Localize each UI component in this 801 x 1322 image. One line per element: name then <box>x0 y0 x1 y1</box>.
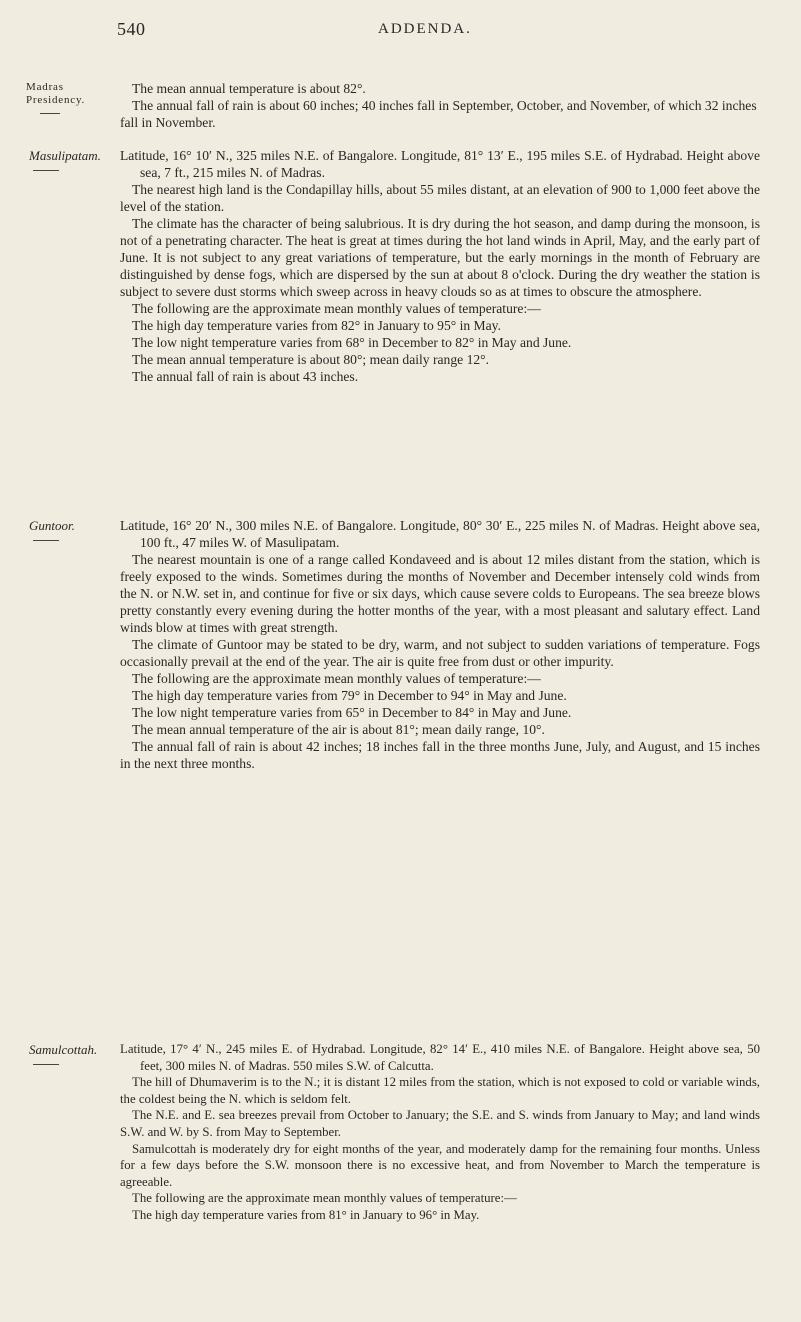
section-paragraph: Latitude, 16° 10′ N., 325 miles N.E. of Bangalore. Longitude, 81° 13′ E., 195 miles S.E. of Hydrabad. Height above sea, 7 ft., 215 miles N. of Madras. <box>120 148 760 180</box>
section-masulipatam <box>0 147 801 385</box>
margin-rule <box>33 170 59 171</box>
intro-paragraph: The annual fall of rain is about 60 inches; 40 inches fall in September, October, and November, of which 32 inches fall in November. <box>120 98 757 130</box>
section-paragraph: The following are the approximate mean monthly values of temperature:— <box>132 301 541 316</box>
section-paragraph: The nearest mountain is one of a range called Kondaveed and is about 12 miles distant from the station, which is freely exposed to the winds. Sometimes during the months of November and December intensely cold winds from the N. or N.W. set in, and continue for five or six days, which cause severe colds to Europeans. The sea breeze blows pretty constantly every evening during the hotter months of the year, with a most pleasant and salutary effect. Land winds blow at times with great strength. <box>120 552 760 635</box>
section-paragraph: The nearest high land is the Condapillay hills, about 55 miles distant, at an elevation of 900 to 1,000 feet above the level of the station. <box>120 182 760 214</box>
margin-rule <box>40 113 60 114</box>
section-paragraph: Latitude, 16° 20′ N., 300 miles N.E. of Bangalore. Longitude, 80° 30′ E., 225 miles N. of Madras. Height above sea, 100 ft., 47 miles W. of Masulipatam. <box>120 518 760 550</box>
running-head <box>0 19 801 45</box>
section-paragraph: The N.E. and E. sea breezes prevail from October to January; the S.E. and S. winds from January to May; and land winds S.W. and W. by S. from May to September. <box>120 1108 760 1139</box>
margin-presidency-line: Madras <box>26 81 64 93</box>
section-paragraph: The mean annual temperature is about 80°; mean daily range 12°. <box>132 352 490 367</box>
section-paragraph: The mean annual temperature of the air is about 81°; mean daily range, 10°. <box>132 722 545 737</box>
section-paragraph: Samulcottah is moderately dry for eight months of the year, and moderately damp for the remaining four months. Unless for a few days before the S.W. monsoon there is no excessive heat, and from November to March the temperature is agreeable. <box>120 1141 760 1189</box>
margin-rule <box>33 1064 59 1065</box>
intro-block <box>120 80 760 131</box>
section-paragraph: The high day temperature varies from 79° in December to 94° in May and June. <box>132 688 567 703</box>
section-paragraph: The climate has the character of being salubrious. It is dry during the hot season, and damp during the monsoon, is not of a penetrating character. The heat is great at times during the hot land winds in April, May, and the early part of June. It is not subject to any great variations of temperature, but the early mornings in the month of February are distinguished by dense fogs, which are dispersed by the sun at about 8 o'clock. During the dry weather the station is subject to severe dust storms which sweep across in heavy clouds so as at times to obscure the atmosphere. <box>120 216 760 299</box>
section-body <box>120 147 760 385</box>
page-number: 540 <box>117 19 146 39</box>
header-title: ADDENDA. <box>378 21 472 37</box>
section-body <box>120 517 760 772</box>
margin-presidency-line: Presidency. <box>26 94 86 106</box>
section-paragraph: The low night temperature varies from 68° in December to 82° in May and June. <box>132 335 572 350</box>
margin-presidency-note <box>26 81 85 114</box>
margin-rule <box>33 540 59 541</box>
section-paragraph: Latitude, 17° 4′ N., 245 miles E. of Hydrabad. Longitude, 82° 14′ E., 410 miles N.E. of Bangalore. Height above sea, 50 feet, 300 miles N. of Madras. 550 miles S.W. of Calcutta. <box>120 1042 760 1073</box>
section-margin-name: Samulcottah. <box>29 1042 98 1057</box>
section-paragraph: The annual fall of rain is about 42 inches; 18 inches fall in the three months June, July, and August, and 15 inches in the next three months. <box>120 739 760 771</box>
section-margin-name: Masulipatam. <box>29 148 101 163</box>
section-paragraph: The low night temperature varies from 65° in December to 84° in May and June. <box>132 705 572 720</box>
section-paragraph: The annual fall of rain is about 43 inches. <box>132 369 359 384</box>
section-samulcottah <box>0 1041 801 1224</box>
section-paragraph: The high day temperature varies from 81° in January to 96° in May. <box>132 1207 480 1222</box>
section-paragraph: The following are the approximate mean monthly values of temperature:— <box>132 1191 517 1206</box>
section-body <box>120 1041 760 1224</box>
section-paragraph: The climate of Guntoor may be stated to be dry, warm, and not subject to sudden variations of temperature. Fogs occasionally prevail at the end of the year. The air is quite free from dust or other impurity. <box>120 637 760 669</box>
section-guntoor <box>0 517 801 772</box>
section-paragraph: The high day temperature varies from 82° in January to 95° in May. <box>132 318 501 333</box>
section-margin-name: Guntoor. <box>29 518 75 533</box>
intro-paragraph: The mean annual temperature is about 82°. <box>132 81 366 96</box>
section-paragraph: The hill of Dhumaverim is to the N.; it is distant 12 miles from the station, which is not exposed to cold or variable winds, the coldest being the N. which is seldom felt. <box>120 1075 760 1106</box>
section-paragraph: The following are the approximate mean monthly values of temperature:— <box>132 671 541 686</box>
